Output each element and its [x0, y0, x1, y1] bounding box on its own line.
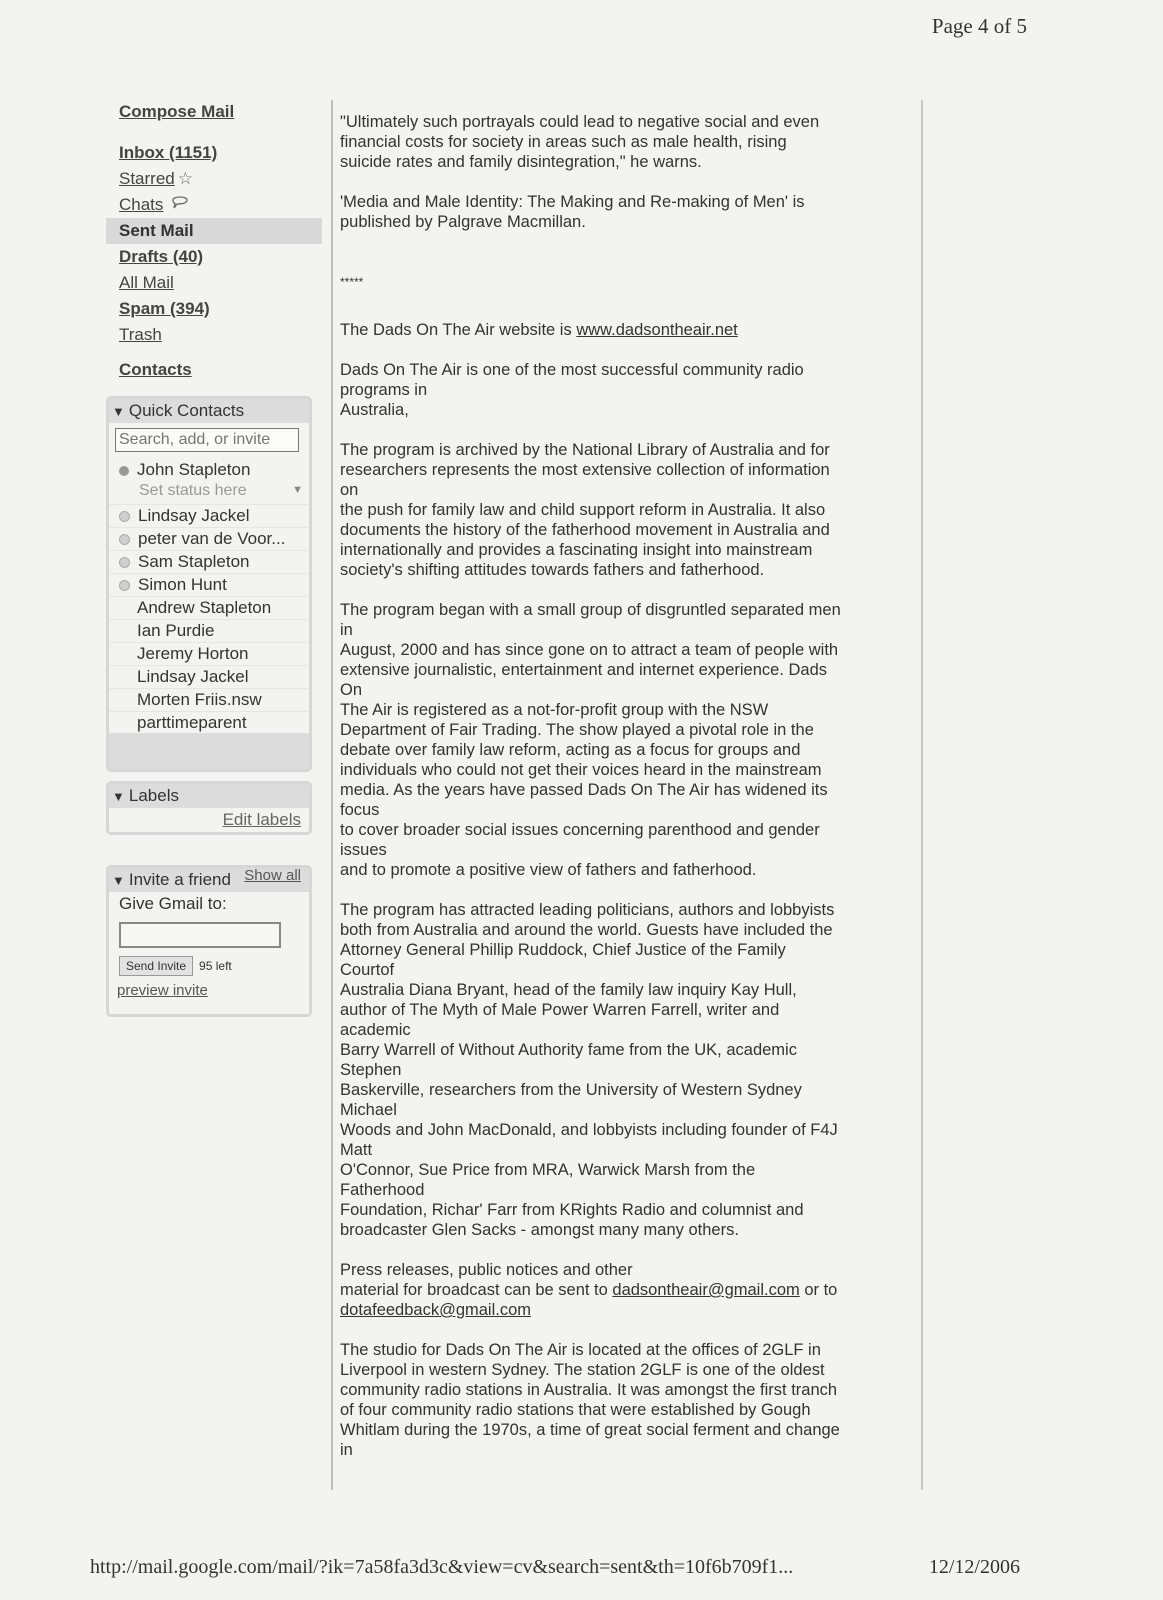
labels-box	[106, 781, 312, 835]
triangle-down-icon[interactable]: ▼	[112, 873, 125, 888]
contact-row[interactable]	[109, 688, 309, 711]
page-footer	[90, 1556, 1020, 1579]
email-link[interactable]: dadsontheair@gmail.com	[612, 1281, 800, 1299]
send-invite-button[interactable]: Send Invite	[119, 956, 193, 976]
body-paragraph: 'Media and Male Identity: The Making and Re-making of Men' is published by Palgrave Macmillan.	[340, 193, 805, 231]
body-paragraph: The studio for Dads On The Air is located at the offices of 2GLF in Liverpool in western Sydney. The station 2GLF is one of the oldest community radio stations in Australia. It was amongst the first tranch of four community radio stations that were established by Gough Whitlam during the 1970s, a time of great social ferment and change in	[340, 1341, 840, 1459]
contacts-link[interactable]: Contacts	[119, 360, 192, 379]
nav-item-label[interactable]: All Mail	[119, 273, 174, 292]
content-left-border	[331, 100, 333, 1490]
my-name: John Stapleton	[137, 460, 251, 479]
triangle-down-icon[interactable]: ▼	[112, 789, 125, 804]
quick-contacts-footer	[109, 733, 309, 769]
my-presence-row[interactable]	[109, 452, 309, 480]
nav-item-drafts[interactable]	[106, 244, 322, 270]
body-paragraph: The program began with a small group of disgruntled separated men in August, 2000 and has since gone on to attract a team of people with extensive journalistic, entertainment and internet experience. Dads On The Air is registered as a not-for-profit group with the NSW Department of Fair Trading. The show played a pivotal role in the debate over family law reform, acting as a focus for groups and individuals who could not get their voices heard in the mainstream media. As the years have passed Dads On The Air has widened its focus to cover broader social issues concerning parenthood and gender issues and to promote a positive view of fathers and fatherhood.	[340, 601, 841, 879]
contact-row[interactable]	[109, 665, 309, 688]
website-text: The Dads On The Air website is	[340, 321, 577, 339]
footer-date: 12/12/2006	[928, 1556, 1020, 1578]
press-text: or to	[799, 1281, 838, 1299]
invites-remaining: 95 left	[199, 959, 232, 973]
press-text: material for broadcast can be sent to	[340, 1281, 613, 1299]
preview-invite-link[interactable]: preview invite	[117, 982, 208, 999]
contact-name: parttimeparent	[137, 713, 247, 732]
labels-title: Labels	[128, 786, 179, 805]
contact-row[interactable]	[109, 596, 309, 619]
presence-dot-icon	[119, 627, 129, 637]
nav-item-label[interactable]: Starred	[119, 169, 175, 188]
presence-dot-icon	[119, 466, 129, 476]
nav-item-sent-mail[interactable]	[106, 218, 322, 244]
nav-item-label[interactable]: Inbox (1151)	[119, 143, 218, 162]
contact-row[interactable]	[109, 504, 309, 527]
nav-item-all-mail[interactable]	[106, 270, 322, 296]
footer-url: http://mail.google.com/mail/?ik=7a58fa3d3c&view=cv&search=sent&th=10f6b709f1...	[90, 1556, 794, 1578]
nav-item-inbox[interactable]	[106, 140, 322, 166]
invite-actions	[109, 948, 309, 976]
dropdown-arrow-icon[interactable]: ▼	[292, 484, 303, 496]
nav-item-spam[interactable]	[106, 296, 322, 322]
contact-name: Simon Hunt	[138, 575, 227, 594]
body-paragraph: "Ultimately such portrayals could lead to negative social and even financial costs for society in areas such as male health, rising suicide rates and family disintegration," he warns.	[340, 113, 820, 171]
nav-item-trash[interactable]	[106, 322, 322, 348]
presence-dot-icon	[119, 650, 129, 660]
star-icon: ☆	[177, 169, 193, 188]
page-indicator: Page 4 of 5	[931, 14, 1027, 38]
contact-row[interactable]	[109, 550, 309, 573]
body-paragraph: The program has attracted leading politicians, authors and lobbyists both from Australia and around the world. Guests have included the Attorney General Phillip Ruddock, Chief Justice of the Family Courtof Australia Diana Bryant, head of the family law inquiry Kay Hull, author of The Myth of Male Power Warren Farrell, writer and academic Barry Warrell of Without Authority fame from the UK, academic Stephen Baskerville, researchers from the University of Western Sydney Michael Woods and John MacDonald, and lobbyists including founder of F4J Matt O'Connor, Sue Price from MRA, Warwick Marsh from the Fatherhood Foundation, Richar' Farr from KRights Radio and columnist and broadcaster Glen Sacks - amongst many many others.	[340, 901, 838, 1239]
contact-row[interactable]	[109, 711, 309, 734]
presence-dot-icon	[119, 534, 130, 545]
contact-list	[109, 504, 309, 734]
body-paragraph: The program is archived by the National Library of Australia and for researchers represents the most extensive collection of information on the push for family law and child support reform in Australia. It also documents the history of the fatherhood movement in Australia and internationally and provides a fascinating insight into mainstream society's shifting attitudes towards fathers and fatherhood.	[340, 441, 830, 579]
presence-dot-icon	[119, 557, 130, 568]
quick-contacts-title: Quick Contacts	[128, 401, 245, 420]
invite-title: Invite a friend	[128, 870, 231, 889]
contact-name: Jeremy Horton	[137, 644, 249, 663]
nav-list	[106, 140, 322, 348]
invite-email-input[interactable]	[119, 922, 281, 948]
give-gmail-label: Give Gmail to:	[119, 894, 227, 913]
content-right-border	[921, 100, 923, 1490]
labels-header[interactable]	[109, 784, 309, 808]
presence-dot-icon	[119, 580, 130, 591]
contact-name: Sam Stapleton	[138, 552, 250, 571]
presence-dot-icon	[119, 604, 129, 614]
invite-friend-box	[106, 865, 312, 1017]
contact-name: Ian Purdie	[137, 621, 215, 640]
website-link[interactable]: www.dadsontheair.net	[576, 321, 738, 339]
nav-item-label[interactable]: Spam (394)	[119, 299, 210, 318]
nav-item-starred[interactable]	[106, 166, 322, 192]
edit-labels-link[interactable]: Edit labels	[222, 810, 301, 829]
email-link[interactable]: dotafeedback@gmail.com	[340, 1301, 532, 1319]
nav-item-label[interactable]: Chats	[119, 195, 164, 214]
presence-dot-icon	[119, 673, 129, 683]
contact-row[interactable]	[109, 573, 309, 596]
quick-contacts-box	[106, 396, 312, 772]
presence-dot-icon	[119, 719, 129, 729]
separator-stars: *****	[340, 275, 364, 289]
show-all-link[interactable]: Show all	[244, 867, 301, 884]
invite-header[interactable]	[109, 868, 309, 892]
message-body	[340, 112, 914, 1480]
press-text: Press releases, public notices and other	[340, 1261, 633, 1279]
contact-name: Morten Friis.nsw	[137, 690, 262, 709]
nav-item-label[interactable]: Trash	[119, 325, 162, 344]
contact-row[interactable]	[109, 619, 309, 642]
contact-name: peter van de Voor...	[138, 529, 286, 548]
presence-dot-icon	[119, 511, 130, 522]
triangle-down-icon[interactable]: ▼	[112, 404, 125, 419]
contact-row[interactable]	[109, 527, 309, 550]
nav-item-label[interactable]: Drafts (40)	[119, 247, 204, 266]
contact-name: Andrew Stapleton	[137, 598, 272, 617]
nav-item-chats[interactable]	[106, 192, 322, 218]
status-placeholder: Set status here	[139, 482, 247, 499]
body-paragraph	[340, 1260, 914, 1320]
contact-name: Lindsay Jackel	[137, 667, 249, 686]
quick-contacts-header[interactable]	[109, 399, 309, 423]
contact-name: Lindsay Jackel	[138, 506, 250, 525]
body-paragraph: Dads On The Air is one of the most successful community radio programs in Australia,	[340, 361, 804, 419]
body-paragraph	[340, 320, 914, 340]
contacts-search-input[interactable]	[115, 428, 299, 452]
compose-mail-link[interactable]: Compose Mail	[119, 102, 235, 121]
chat-bubble-icon	[171, 195, 189, 214]
nav-item-label[interactable]: Sent Mail	[119, 221, 194, 240]
status-selector[interactable]	[109, 480, 309, 504]
presence-dot-icon	[119, 696, 129, 706]
contact-row[interactable]	[109, 642, 309, 665]
